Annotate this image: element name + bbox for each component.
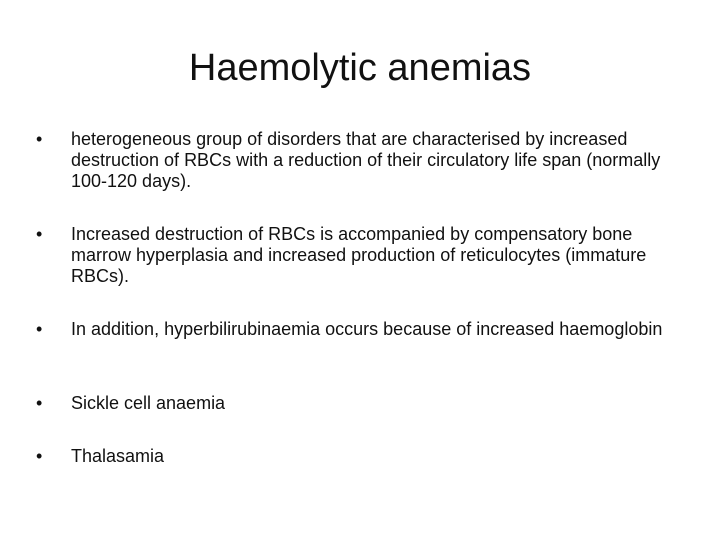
bullet-marker: • bbox=[36, 224, 43, 244]
slide-title: Haemolytic anemias bbox=[188, 47, 532, 89]
bullet-marker: • bbox=[36, 446, 43, 466]
bullet-text: In addition, hyperbilirubinaemia occurs because of increased haemoglobin bbox=[71, 319, 663, 339]
bullet-text: heterogeneous group of disorders that are characterised by increased destruction of RBCs with a reduction of their circulatory life span (normally 100-120 days). bbox=[71, 129, 661, 191]
bullet-marker: • bbox=[36, 129, 43, 149]
bullet-text: Increased destruction of RBCs is accompanied by compensatory bone marrow hyperplasia and increased production of reticulocytes (immature RBCs). bbox=[71, 224, 647, 286]
bullet-marker: • bbox=[36, 393, 43, 413]
bullet-text: Thalasamia bbox=[71, 446, 165, 466]
bullet-text: Sickle cell anaemia bbox=[71, 393, 226, 413]
bullet-marker: • bbox=[36, 319, 43, 339]
